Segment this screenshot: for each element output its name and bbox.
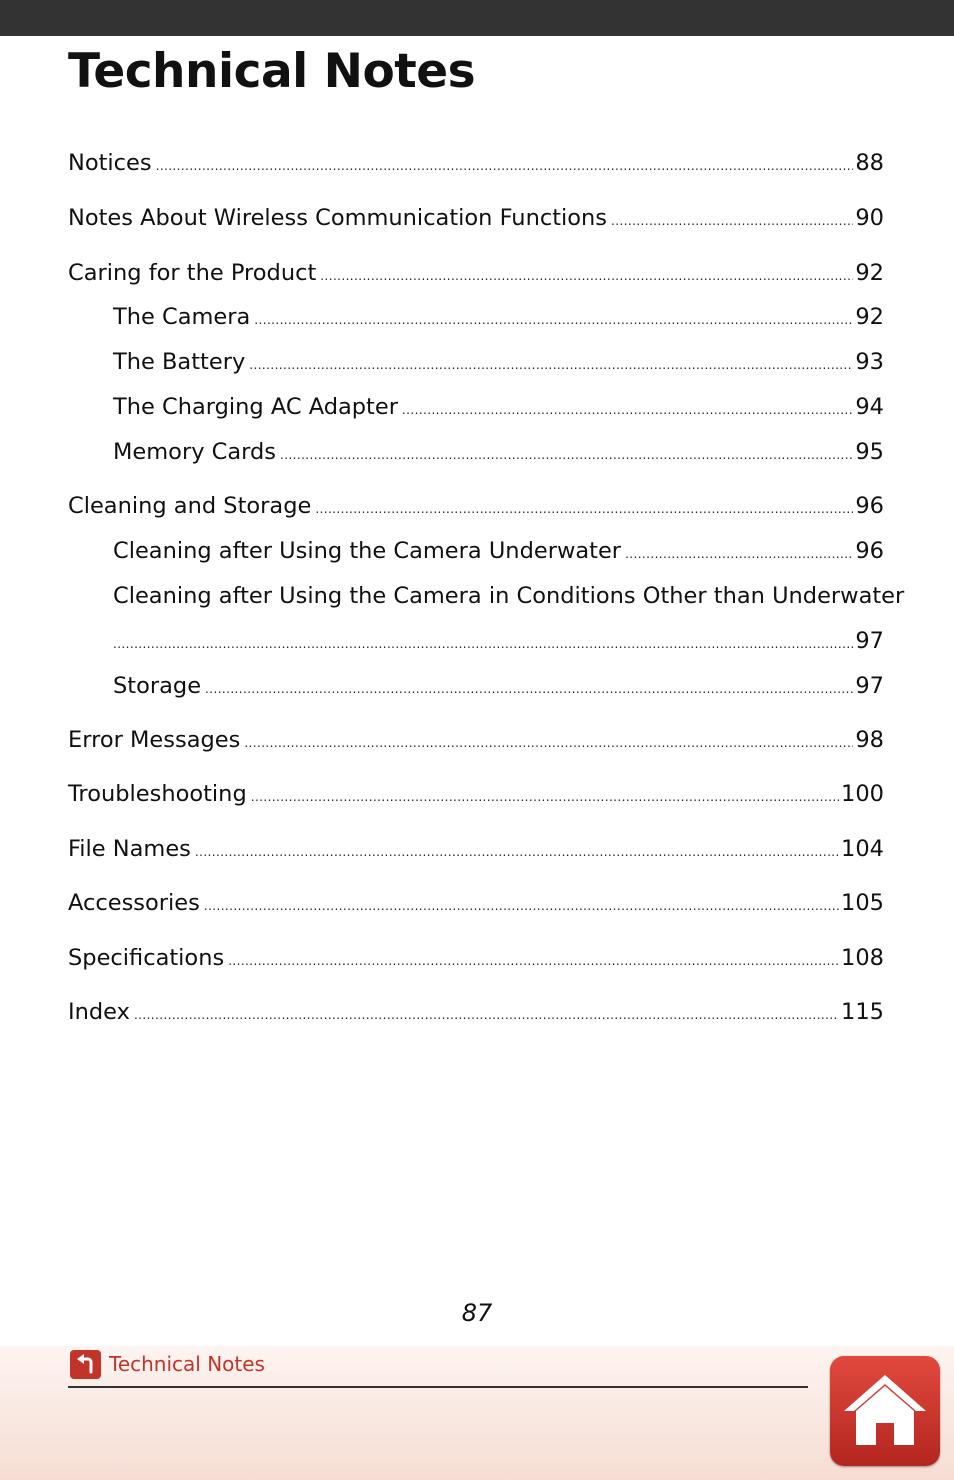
dot-leader xyxy=(244,728,853,758)
dot-leader xyxy=(156,151,854,181)
dot-leader xyxy=(280,440,853,470)
back-arrow-icon xyxy=(70,1350,101,1379)
home-button[interactable] xyxy=(830,1356,940,1466)
toc-entry-label: Notices xyxy=(68,150,152,176)
section-link-label: Technical Notes xyxy=(109,1352,265,1376)
page-number: 87 xyxy=(461,1299,493,1327)
dot-leader xyxy=(113,629,853,659)
toc-entry-label: Cleaning and Storage xyxy=(68,493,312,519)
toc-entry-cleaning-and-storage[interactable] xyxy=(68,491,884,521)
dot-leader xyxy=(625,539,853,569)
toc-entry-label: Troubleshooting xyxy=(68,781,247,807)
toc-entry-label: Notes About Wireless Communication Functions xyxy=(68,205,608,231)
toc-entry-index[interactable] xyxy=(68,997,884,1027)
toc-entry-label: Cleaning after Using the Camera Underwater xyxy=(113,538,622,564)
toc-entry-specifications[interactable] xyxy=(68,943,884,973)
dot-leader xyxy=(249,350,853,380)
toc-entry-accessories[interactable] xyxy=(68,888,884,918)
toc-entry-page: 115 xyxy=(841,999,884,1025)
toc-entry-caring-for-product[interactable] xyxy=(68,258,884,288)
toc-entry-page: 97 xyxy=(855,673,884,699)
toc-entry-label: File Names xyxy=(68,836,191,862)
dot-leader xyxy=(320,261,853,291)
toc-entry-label: Specifications xyxy=(68,945,225,971)
dot-leader xyxy=(204,891,839,921)
toc-entry-label: Caring for the Product xyxy=(68,260,317,286)
toc-entry-cleaning-other-conditions-label[interactable]: Cleaning after Using the Camera in Conditions Other than Underwater xyxy=(113,583,905,609)
page-title: Technical Notes xyxy=(68,44,476,99)
dot-leader xyxy=(254,305,853,335)
toc-entry-page: 108 xyxy=(841,945,884,971)
toc-entry-page: 96 xyxy=(855,493,884,519)
toc-entry-page: 105 xyxy=(841,890,884,916)
dot-leader xyxy=(611,206,853,236)
toc-entry-label: Index xyxy=(68,999,130,1025)
top-bar xyxy=(0,0,954,36)
toc-entry-page: 100 xyxy=(841,781,884,807)
toc-entry-label: The Charging AC Adapter xyxy=(113,394,398,420)
toc-entry-page: 92 xyxy=(855,260,884,286)
dot-leader xyxy=(134,1000,839,1030)
toc-entry-page: 94 xyxy=(855,394,884,420)
toc-entry-label: Accessories xyxy=(68,890,200,916)
toc-entry-page: 104 xyxy=(841,836,884,862)
toc-entry-the-battery[interactable] xyxy=(113,347,884,377)
section-link-technical-notes[interactable] xyxy=(70,1349,265,1379)
toc-entry-page: 92 xyxy=(855,304,884,330)
footer-divider xyxy=(68,1386,808,1388)
toc-entry-the-camera[interactable] xyxy=(113,302,884,332)
toc-entry-page: 98 xyxy=(855,727,884,753)
toc-entry-label: Storage xyxy=(113,673,202,699)
toc-entry-notices[interactable] xyxy=(68,148,884,178)
toc-entry-label: Error Messages xyxy=(68,727,241,753)
toc-entry-page: 95 xyxy=(855,439,884,465)
toc-entry-file-names[interactable] xyxy=(68,834,884,864)
toc-entry-storage[interactable] xyxy=(113,671,884,701)
toc-entry-label: The Camera xyxy=(113,304,251,330)
toc-entry-memory-cards[interactable] xyxy=(113,437,884,467)
dot-leader xyxy=(228,946,839,976)
toc-entry-label: Memory Cards xyxy=(113,439,277,465)
toc-entry-page: 88 xyxy=(855,150,884,176)
toc-entry-charging-ac-adapter[interactable] xyxy=(113,392,884,422)
toc-entry-page: 97 xyxy=(855,628,884,654)
home-icon xyxy=(840,1369,930,1453)
toc-entry-wireless-communication[interactable] xyxy=(68,203,884,233)
toc-entry-page: 96 xyxy=(855,538,884,564)
dot-leader xyxy=(251,782,839,812)
dot-leader xyxy=(205,674,853,704)
toc-entry-cleaning-other-conditions[interactable] xyxy=(113,626,884,656)
toc-entry-error-messages[interactable] xyxy=(68,725,884,755)
toc-entry-label: The Battery xyxy=(113,349,246,375)
toc-entry-page: 93 xyxy=(855,349,884,375)
toc-entry-page: 90 xyxy=(855,205,884,231)
toc-entry-cleaning-underwater[interactable] xyxy=(113,536,884,566)
dot-leader xyxy=(402,395,853,425)
dot-leader xyxy=(195,837,839,867)
dot-leader xyxy=(315,494,853,524)
toc-entry-troubleshooting[interactable] xyxy=(68,779,884,809)
